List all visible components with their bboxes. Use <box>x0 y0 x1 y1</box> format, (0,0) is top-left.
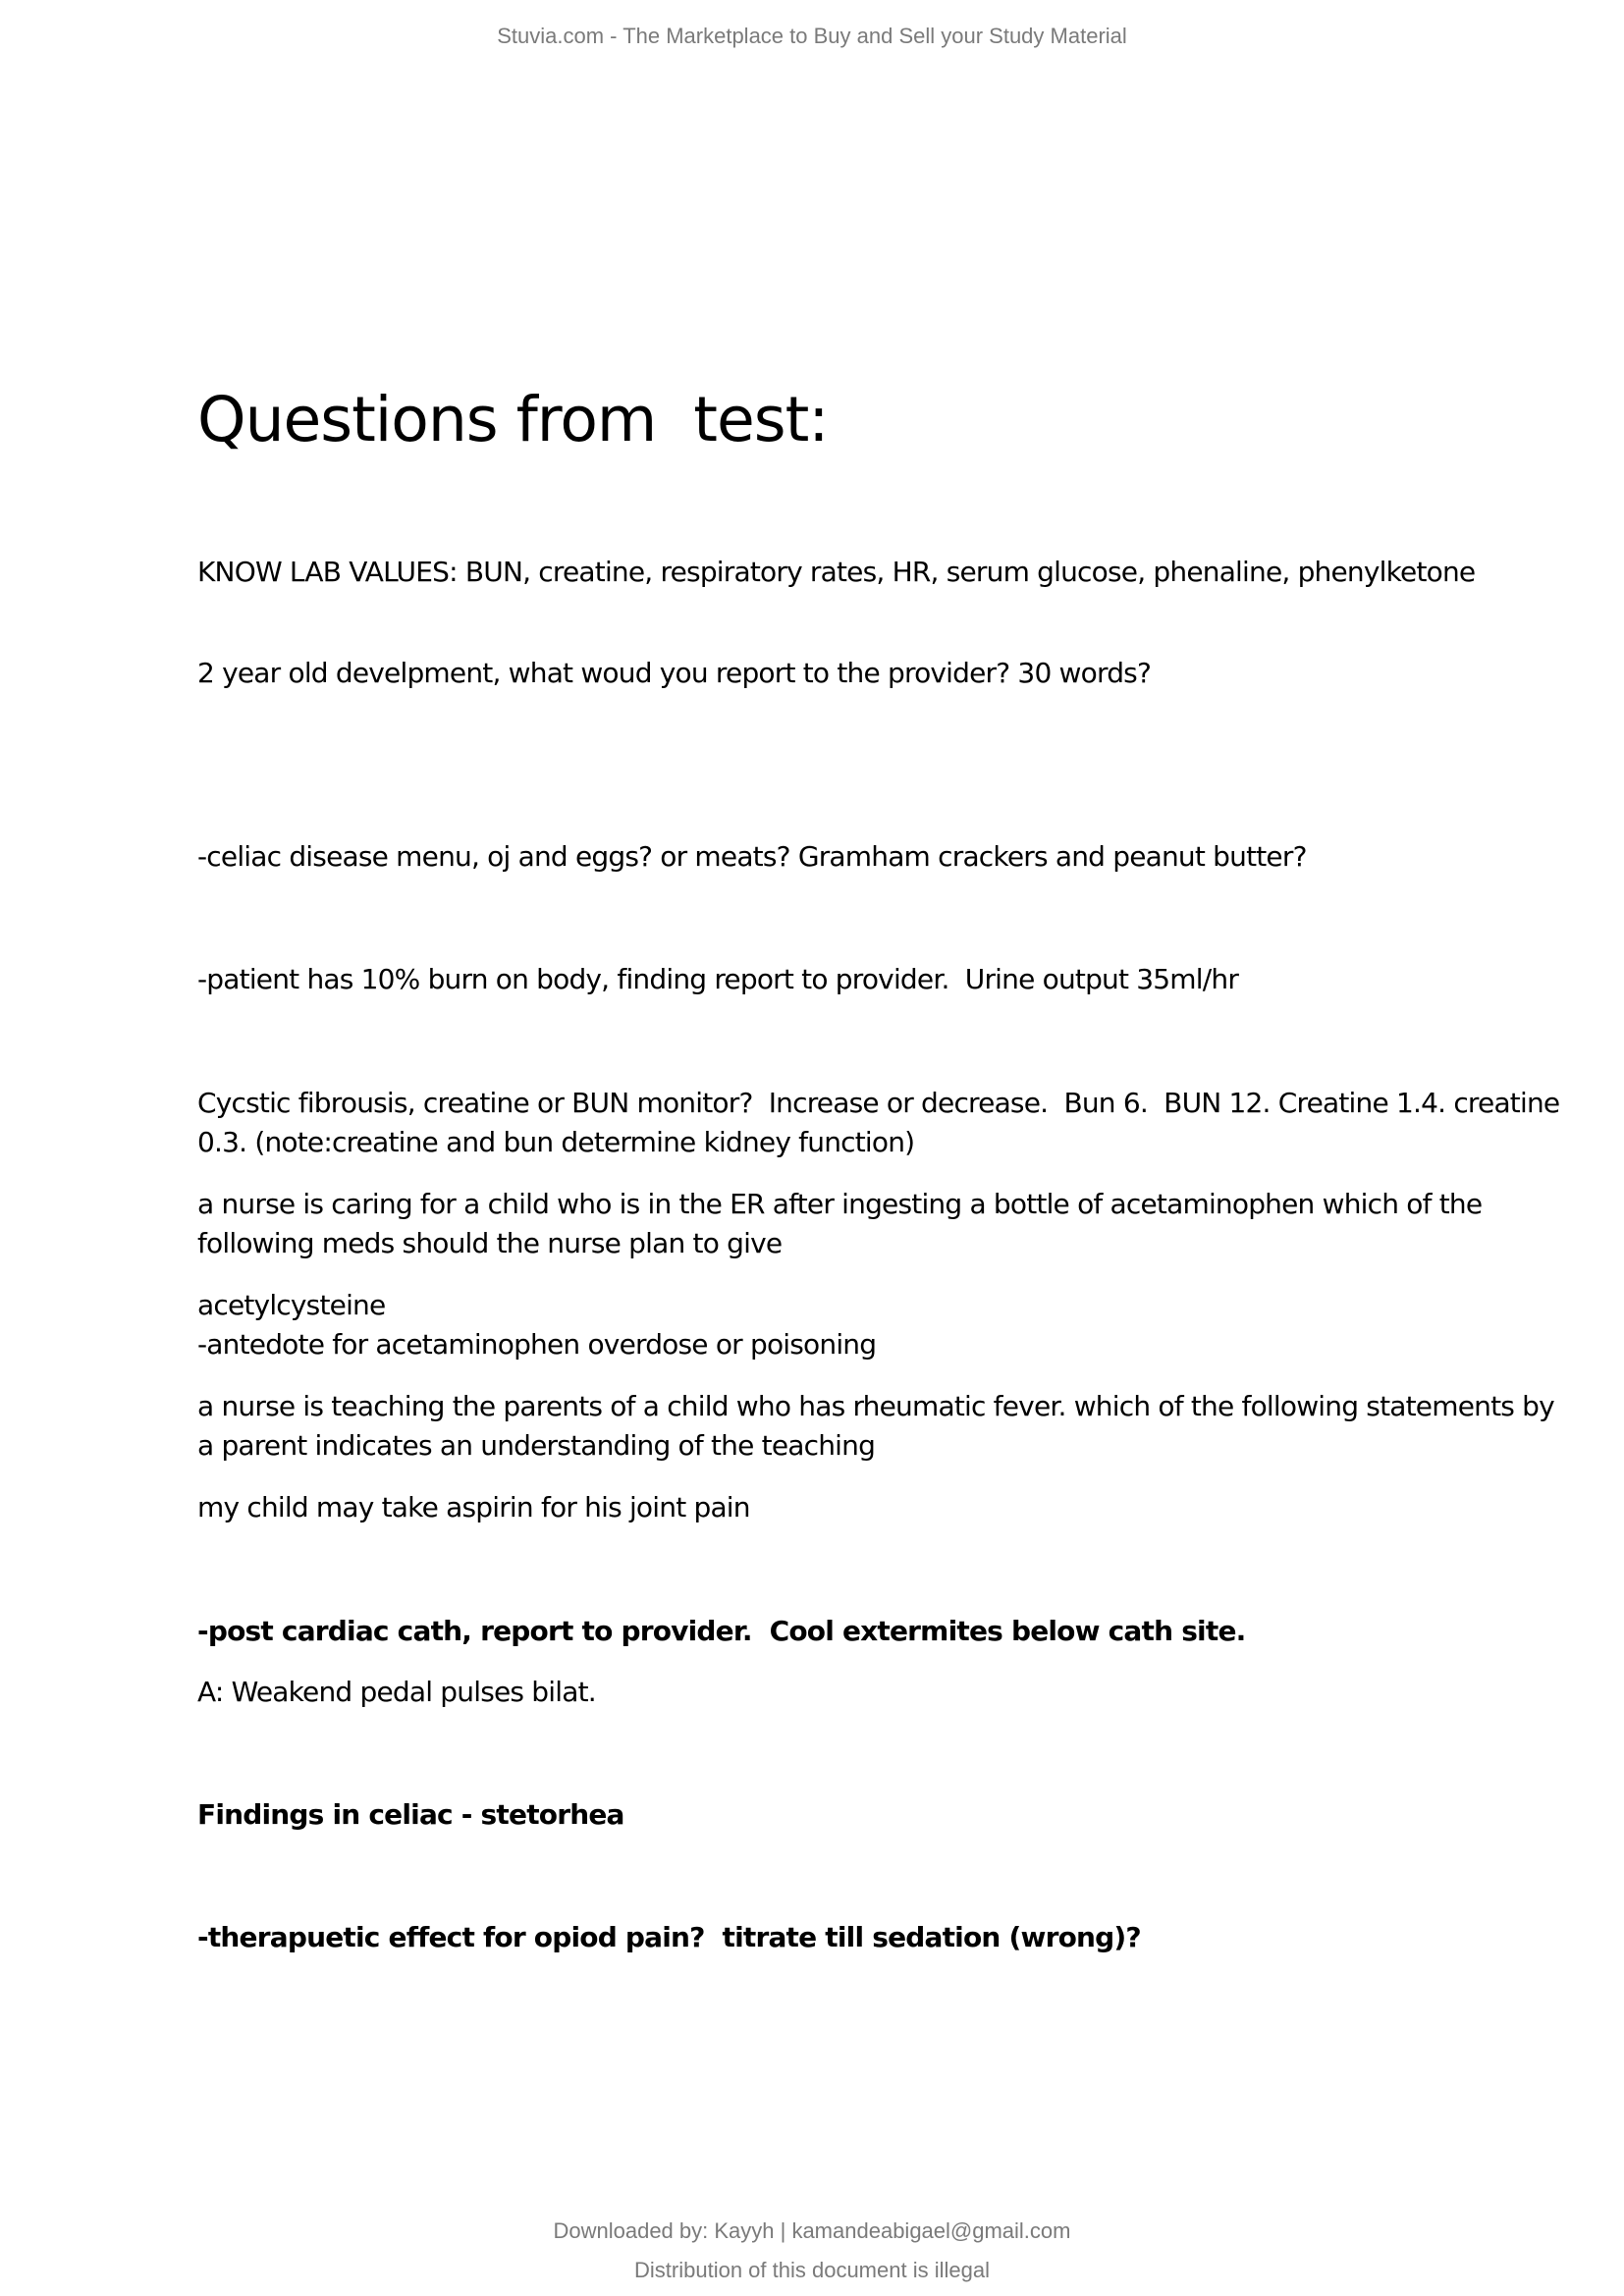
text-line-lab-values: KNOW LAB VALUES: BUN, creatine, respiratory rates, HR, serum glucose, phenaline, phenylketone <box>197 556 1476 588</box>
text-line-celiac-findings: Findings in celiac - stetorhea <box>197 1798 624 1831</box>
text-line-celiac-menu: -celiac disease menu, oj and eggs? or meats? Gramham crackers and peanut butter? <box>197 840 1307 873</box>
footer-downloaded-by: Downloaded by: Kayyh | kamandeabigael@gmail.com <box>553 2218 1071 2243</box>
text-line-aspirin: my child may take aspirin for his joint pain <box>197 1491 750 1523</box>
text-line-acetaminophen-q1: a nurse is caring for a child who is in the ER after ingesting a bottle of acetaminophen which of the <box>197 1188 1483 1220</box>
text-line-cardiac-cath: -post cardiac cath, report to provider. Cool extermites below cath site. <box>197 1615 1246 1647</box>
text-line-rheumatic-q1: a nurse is teaching the parents of a child who has rheumatic fever. which of the following statements by <box>197 1390 1554 1422</box>
text-line-acetaminophen-q2: following meds should the nurse plan to give <box>197 1227 783 1259</box>
text-line-rheumatic-q2: a parent indicates an understanding of the teaching <box>197 1429 876 1462</box>
text-line-cystic-fibrosis-1: Cycstic fibrousis, creatine or BUN monitor? Increase or decrease. Bun 6. BUN 12. Creatine 1.4. creatine <box>197 1087 1560 1119</box>
text-line-burn: -patient has 10% burn on body, finding report to provider. Urine output 35ml/hr <box>197 963 1239 995</box>
text-line-pedal-pulses: A: Weakend pedal pulses bilat. <box>197 1676 596 1708</box>
header-watermark: Stuvia.com - The Marketplace to Buy and Sell your Study Material <box>497 24 1127 48</box>
text-line-development: 2 year old develpment, what woud you report to the provider? 30 words? <box>197 657 1152 689</box>
text-line-opioid: -therapuetic effect for opiod pain? titrate till sedation (wrong)? <box>197 1921 1141 1953</box>
text-line-acetylcysteine: acetylcysteine <box>197 1289 386 1321</box>
text-line-cystic-fibrosis-2: 0.3. (note:creatine and bun determine kidney function) <box>197 1126 915 1158</box>
text-line-antidote: -antedote for acetaminophen overdose or poisoning <box>197 1328 877 1361</box>
footer-distribution-notice: Distribution of this document is illegal <box>634 2258 990 2282</box>
page-title: Questions from test: <box>197 384 829 455</box>
